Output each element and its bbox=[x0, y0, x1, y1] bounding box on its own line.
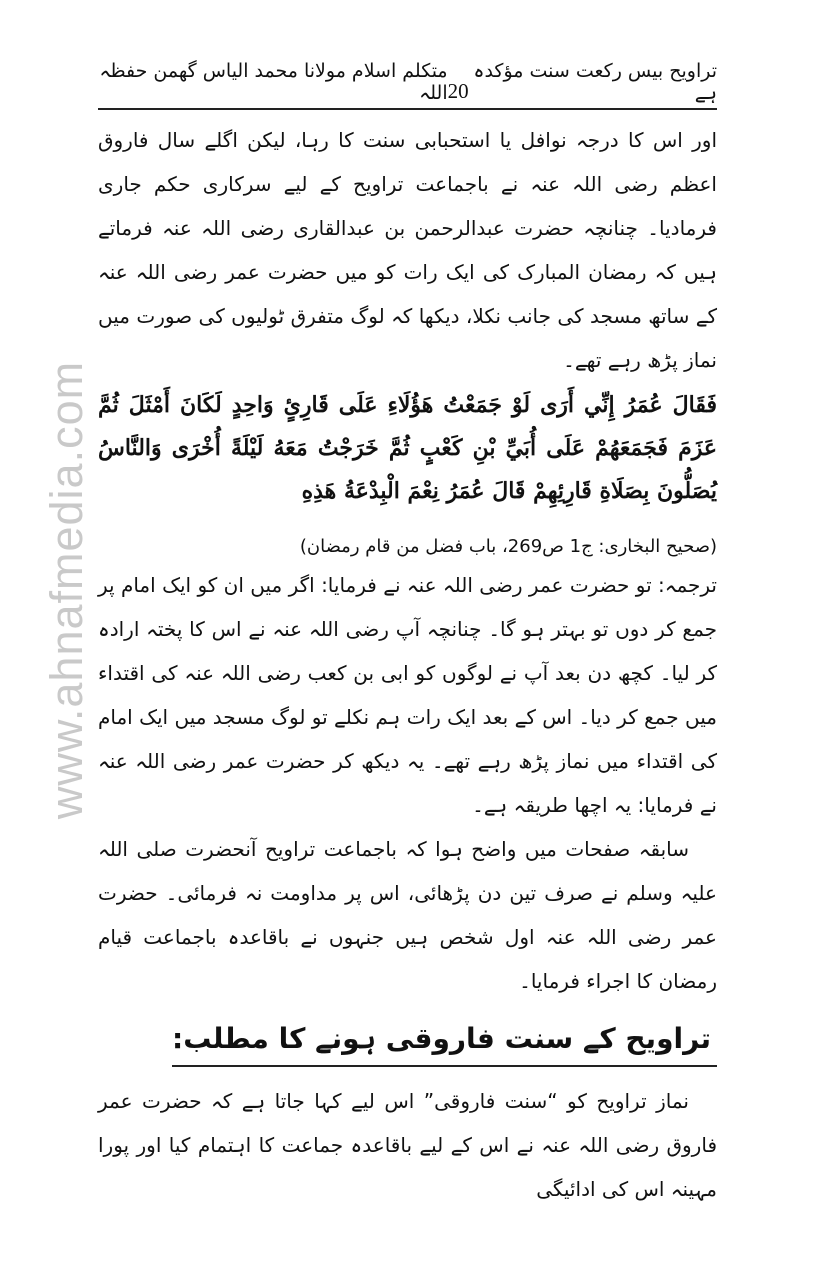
watermark-text: www.ahnafmedia.com bbox=[41, 360, 92, 820]
author-name: متکلم اسلام مولانا محمد الیاس گھمن حفظہ اللہ bbox=[99, 60, 448, 104]
section-heading: تراویح کے سنت فاروقی ہونے کا مطلب: bbox=[172, 1015, 717, 1067]
arabic-quote: فَقَالَ عُمَرُ إِنِّي أَرَى لَوْ جَمَعْتُ هَؤُلَاءِ عَلَى قَارِئٍ وَاحِدٍ لَكَانَ أَمْثَلَ ثُمَّ عَزَمَ فَجَمَعَهُمْ عَلَى أُبَيِّ بْنِ كَعْبٍ ثُمَّ خَرَجْتُ مَعَهُ لَيْلَةً أُخْرَى وَالنَّاسُ يُصَلُّونَ بِصَلَاةِ قَارِئِهِمْ قَالَ عُمَرُ نِعْمَ الْبِدْعَةُ هَذِهِ bbox=[98, 392, 717, 504]
intro-paragraph: اور اس کا درجہ نوافل یا استحبابی سنت کا رہا، لیکن اگلے سال فاروق اعظم رضی اللہ عنہ نے باجماعت تراویح کے لیے سرکاری حکم جاری فرمادیا۔ چنانچہ حضرت عبدالرحمن بن عبدالقاری رضی اللہ عنہ فرماتے ہیں کہ رمضان المبارک کی ایک رات کو میں حضرت عمر رضی اللہ عنہ کے ساتھ مسجد کی جانب نکلا، دیکھا کہ لوگ متفرق ٹولیوں کی صورت میں نماز پڑھ رہے تھے۔ bbox=[98, 128, 717, 372]
summary-paragraph: سابقہ صفحات میں واضح ہوا کہ باجماعت تراویح آنحضرت صلی اللہ علیہ وسلم نے صرف تین دن پڑھائی، اس پر مداومت نہ فرمائی۔ حضرت عمر رضی اللہ عنہ اول شخص ہیں جنہوں نے باقاعدہ باجماعت قیام رمضان کا اجراء فرمایا۔ bbox=[98, 837, 717, 993]
hadith-reference: (صحیح البخاری: ج1 ص269، باب فضل من قام رمضان) bbox=[299, 536, 717, 557]
translation-paragraph: ترجمہ: تو حضرت عمر رضی اللہ عنہ نے فرمایا: اگر میں ان کو ایک امام پر جمع کر دوں تو بہتر ہو گا۔ چنانچہ آپ رضی اللہ عنہ نے اس کا پختہ ارادہ کر لیا۔ کچھ دن بعد آپ نے لوگوں کو ابی بن کعب رضی اللہ عنہ کی اقتداء میں جمع کر دیا۔ اس کے بعد ایک رات ہم نکلے تو لوگ مسجد میں ایک امام کی اقتداء میں نماز پڑھ رہے تھے۔ یہ دیکھ کر حضرت عمر رضی اللہ عنہ نے فرمایا: یہ اچھا طریقہ ہے۔ bbox=[97, 573, 717, 817]
page-body bbox=[98, 118, 717, 1211]
book-title: تراویح بیس رکعت سنت مؤکدہ ہے bbox=[473, 60, 717, 104]
page-number: 20 bbox=[447, 79, 469, 103]
closing-paragraph: نماز تراویح کو “سنت فاروقی” اس لیے کہا جاتا ہے کہ حضرت عمر فاروق رضی اللہ عنہ نے اس کے لیے باقاعدہ جماعت کا اہتمام کیا اور پورا مہینہ اس کی ادائیگی bbox=[98, 1089, 717, 1201]
page-header bbox=[98, 60, 717, 110]
section-heading-wrap bbox=[98, 1007, 717, 1067]
